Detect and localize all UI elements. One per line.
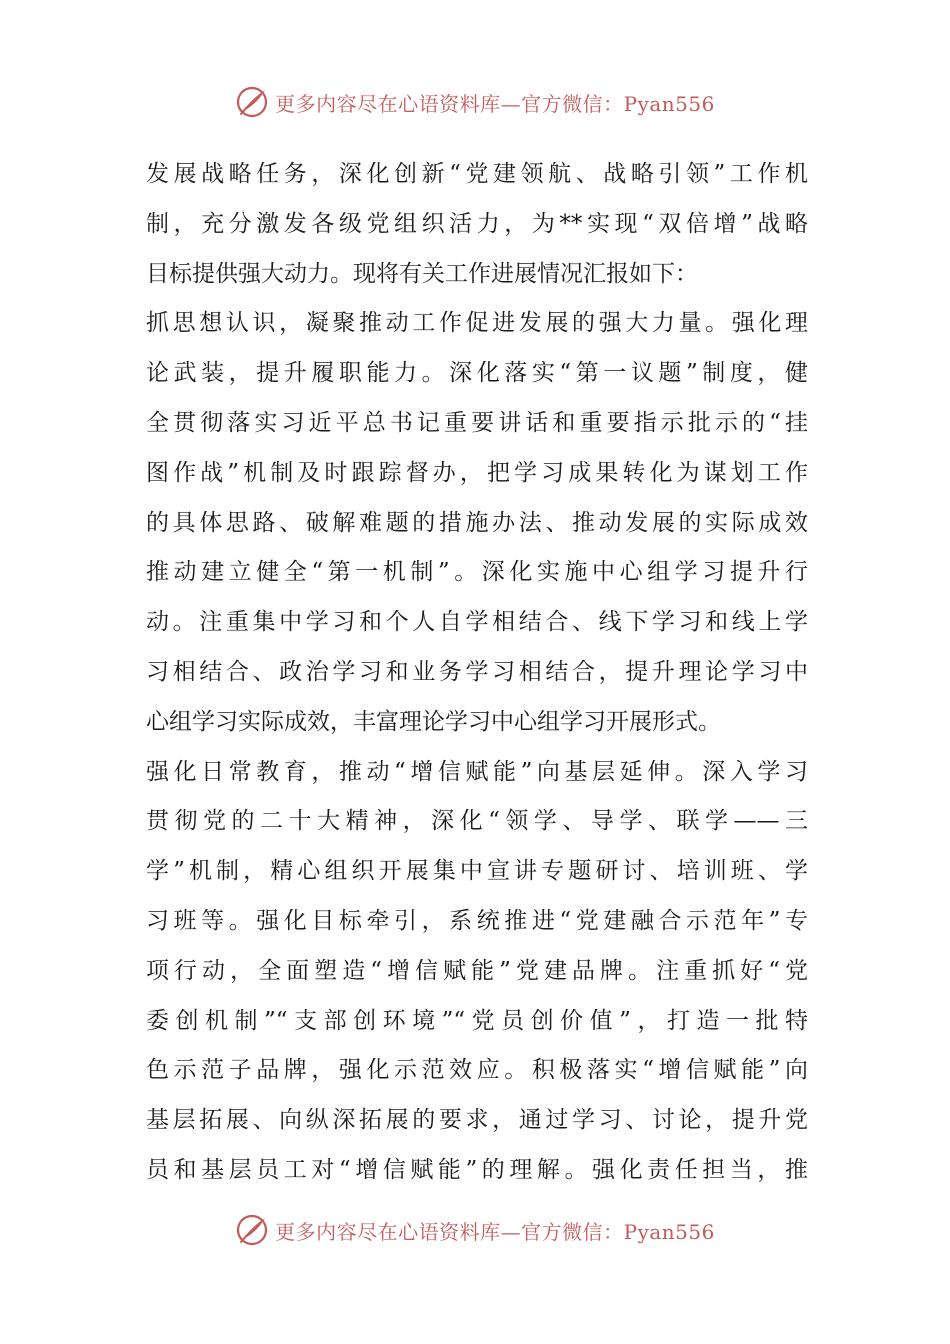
text-line: 强化日常教育，推动“增信赋能”向基层延伸。深入学习 xyxy=(146,758,808,785)
footer-banner xyxy=(0,1210,950,1250)
text-line: 心组学习实际成效，丰富理论学习中心组学习开展形式。 xyxy=(146,708,721,735)
text-line: 学”机制，精心组织开展集中宣讲专题研讨、培训班、学 xyxy=(146,858,808,885)
header-banner xyxy=(0,82,950,122)
text-line: 习班等。强化目标牵引，系统推进“党建融合示范年”专 xyxy=(146,907,808,934)
text-line: 基层拓展、向纵深拓展的要求，通过学习、讨论，提升党 xyxy=(146,1107,808,1134)
text-line: 员和基层员工对“增信赋能”的理解。强化责任担当，推 xyxy=(146,1156,808,1183)
text-line: 动。注重集中学习和个人自学相结合、线下学习和线上学 xyxy=(146,609,808,636)
text-line: 图作战”机制及时跟踪督办，把学习成果转化为谋划工作 xyxy=(146,459,808,486)
text-line: 习相结合、政治学习和业务学习相结合，提升理论学习中 xyxy=(146,658,808,685)
quill-logo-icon xyxy=(235,85,269,119)
text-line: 论武装，提升履职能力。深化落实“第一议题”制度，健 xyxy=(146,360,808,387)
text-line: 的具体思路、破解难题的措施办法、推动发展的实际成效 xyxy=(146,509,808,536)
text-line: 贯彻党的二十大精神，深化“领学、导学、联学——三 xyxy=(146,808,808,835)
text-line: 推动建立健全“第一机制”。深化实施中心组学习提升行 xyxy=(146,559,808,586)
text-line: 目标提供强大动力。现将有关工作进展情况汇报如下： xyxy=(146,260,698,287)
text-line: 色示范子品牌，强化示范效应。积极落实“增信赋能”向 xyxy=(146,1057,808,1084)
text-line: 制，充分激发各级党组织活力，为**实现“双倍增”战略 xyxy=(146,210,808,237)
text-line: 发展战略任务，深化创新“党建领航、战略引领”工作机 xyxy=(146,161,808,187)
quill-logo-icon xyxy=(235,1213,269,1247)
text-line: 抓思想认识，凝聚推动工作促进发展的强大力量。强化理 xyxy=(146,310,808,337)
header-banner-text: 更多内容尽在心语资料库—官方微信：Pyan556 xyxy=(275,91,715,116)
footer-banner-text: 更多内容尽在心语资料库—官方微信：Pyan556 xyxy=(275,1219,715,1244)
text-line: 全贯彻落实习近平总书记重要讲话和重要指示批示的“挂 xyxy=(146,409,808,436)
text-line: 委创机制”“支部创环境”“党员创价值”，打造一批特 xyxy=(146,1007,808,1034)
document-body xyxy=(146,150,808,1196)
text-line: 项行动，全面塑造“增信赋能”党建品牌。注重抓好“党 xyxy=(146,957,808,984)
